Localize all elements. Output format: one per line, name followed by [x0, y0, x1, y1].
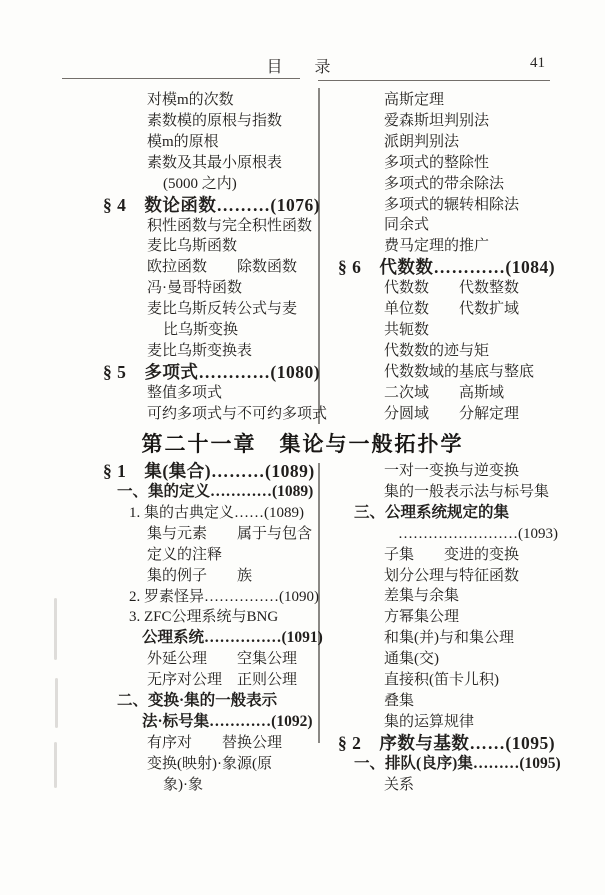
toc-line: 派朗判别法 — [384, 133, 460, 150]
page-header-title: 目 录 — [266, 59, 339, 76]
toc-line: 高斯定理 — [384, 92, 445, 108]
toc-line: 方幂集公理 — [384, 609, 460, 626]
toc-line: 麦比乌斯变换表 — [147, 342, 253, 359]
chapter-heading: 第二十一章 集论与一般拓扑学 — [141, 432, 464, 456]
scan-artifact — [54, 742, 57, 788]
toc-line: 代数数域的基底与整底 — [384, 363, 535, 380]
toc-line: 代数数的迹与矩 — [384, 342, 490, 359]
toc-line: 划分公理与特征函数 — [384, 567, 520, 584]
toc-line: 素数及其最小原根表 — [147, 154, 283, 171]
toc-line: 3. ZFC公理系统与BNG — [129, 609, 279, 626]
toc-line: 欧拉函数 除数函数 — [147, 259, 298, 276]
toc-line: 1. 集的古典定义……(1089) — [129, 504, 304, 521]
toc-line: 差集与余集 — [384, 588, 460, 605]
toc-line: 公理系统……………(1091) — [142, 629, 323, 647]
header-rule-left — [62, 78, 300, 79]
header-rule-right — [318, 80, 550, 81]
toc-line: 模m的原根 — [147, 133, 219, 150]
toc-column-bottom-right — [328, 461, 578, 796]
toc-line: 费马定理的推广 — [384, 238, 490, 255]
toc-line: 多项式的带余除法 — [384, 175, 505, 192]
toc-line: 外延公理 空集公理 — [147, 651, 298, 668]
toc-line: 集的运算规律 — [384, 713, 475, 730]
toc-line: 积性函数与完全积性函数 — [147, 217, 313, 234]
toc-line: 无序对公理 正则公理 — [147, 672, 298, 689]
toc-column-top-right — [328, 90, 578, 425]
toc-line: 集与元素 属于与包含 — [147, 525, 313, 542]
toc-line: 麦比乌斯函数 — [147, 238, 238, 255]
toc-line: 定义的注释 — [147, 546, 223, 563]
toc-line: 对模m的次数 — [147, 92, 234, 108]
toc-line: 同余式 — [384, 217, 430, 234]
scan-artifact — [54, 598, 57, 660]
toc-line: 一、集的定义…………(1089) — [117, 483, 314, 500]
toc-line: 单位数 代数扩域 — [384, 301, 520, 318]
toc-line: 整值多项式 — [147, 384, 223, 401]
toc-line: 叠集 — [384, 692, 415, 709]
toc-line: 一、排队(良序)集………(1095) — [354, 754, 561, 772]
toc-line: 麦比乌斯反转公式与麦 — [147, 301, 298, 318]
toc-line: 和集(并)与和集公理 — [384, 630, 514, 647]
toc-line: 2. 罗素怪异……………(1090) — [129, 588, 319, 605]
toc-line: 素数模的原根与指数 — [147, 112, 283, 129]
toc-line: 比乌斯变换 — [163, 322, 239, 339]
toc-line: 象)·象 — [163, 776, 203, 793]
toc-line: 代数数 代数整数 — [384, 280, 520, 297]
toc-line: 集的一般表示法与标号集 — [384, 483, 550, 500]
toc-line: 爱森斯坦判别法 — [384, 112, 490, 129]
toc-line: § 5 多项式…………(1080) — [103, 361, 321, 382]
toc-line: § 2 序数与基数……(1095) — [338, 732, 556, 753]
toc-line: 集的例子 族 — [147, 567, 253, 584]
toc-line: 共轭数 — [384, 322, 430, 339]
toc-line: § 4 数论函数………(1076) — [103, 194, 321, 215]
toc-column-bottom-left — [65, 461, 323, 796]
toc-line: 二次域 高斯域 — [384, 384, 505, 401]
toc-line: 冯·曼哥特函数 — [147, 280, 242, 297]
toc-line: 通集(交) — [384, 651, 439, 668]
toc-line: 子集 变进的变换 — [384, 546, 520, 563]
toc-line: § 1 集(集合)………(1089) — [103, 461, 315, 481]
toc-line: 多项式的辗转相除法 — [384, 196, 520, 213]
toc-line: 法·标号集…………(1092) — [142, 712, 313, 730]
toc-line: 多项式的整除性 — [384, 154, 490, 171]
toc-line: 有序对 替换公理 — [147, 734, 283, 751]
toc-line: (5000 之内) — [163, 175, 237, 192]
toc-line: ……………………(1093) — [398, 525, 558, 542]
toc-line: 可约多项式与不可约多项式 — [147, 405, 328, 422]
toc-column-top-left — [65, 90, 328, 425]
toc-line: 关系 — [384, 776, 415, 793]
toc-line: 三、公理系统规定的集 — [354, 503, 510, 521]
toc-line: 二、变换·集的一般表示 — [117, 692, 278, 710]
toc-line: § 6 代数数…………(1084) — [338, 257, 556, 278]
toc-line: 分圆域 分解定理 — [384, 405, 520, 422]
scan-artifact — [55, 678, 58, 728]
toc-line: 直接积(笛卡儿积) — [384, 672, 499, 689]
toc-line: 变换(映射)·象源(原 — [147, 755, 272, 772]
toc-line: 一对一变换与逆变换 — [384, 463, 520, 479]
page-number: 41 — [530, 55, 545, 71]
